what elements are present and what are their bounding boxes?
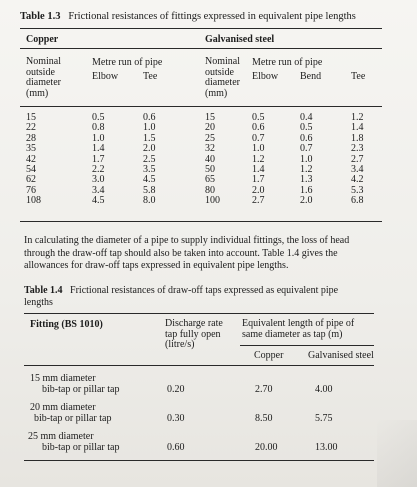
copper-nominal-column: [26, 113, 41, 207]
copper-cell: 20.00: [255, 442, 278, 453]
table-cell: 15: [26, 112, 36, 123]
table-cell: 50: [205, 164, 215, 176]
fitting-line1: 20 mm diameter: [30, 402, 96, 413]
table-cell: 76: [26, 184, 36, 196]
galvanised-cell: 13.00: [315, 442, 338, 453]
table-cell: 0.6: [143, 112, 156, 123]
table-cell: 1.0: [143, 122, 156, 134]
table-cell: 25: [205, 132, 215, 144]
fitting-line2: bib-tap or pillar tap: [42, 384, 120, 395]
copper-header: Copper: [26, 34, 59, 45]
table-cell: 40: [205, 153, 215, 165]
table-cell: 62: [26, 174, 36, 186]
rule: [20, 28, 382, 29]
galvanised-bend-header: Bend: [300, 71, 322, 82]
galvanised-elbow-header: Elbow: [252, 71, 279, 82]
galvanised-elbow-column: [252, 113, 265, 207]
copper-metre-run-header: Metre run of pipe: [92, 57, 163, 68]
galvanised-cell: 5.75: [315, 413, 333, 424]
fitting-line1: 25 mm diameter: [28, 431, 94, 442]
rule: [24, 460, 374, 461]
table-cell: 1.0: [300, 153, 313, 165]
table-cell: 2.0: [143, 143, 156, 155]
galvanised-nominal-header: Nominal outside diameter (mm): [205, 56, 240, 99]
table-cell: 1.4: [252, 164, 265, 176]
table-cell: 5.3: [351, 184, 364, 196]
galvanised-nominal-column: [205, 113, 220, 207]
copper-elbow-header: Elbow: [92, 71, 119, 82]
copper-subheader: Copper: [254, 350, 284, 361]
table-cell: 4.5: [92, 195, 105, 207]
table-cell: 2.0: [300, 195, 313, 207]
fitting-header: Fitting (BS 1010): [30, 319, 103, 330]
table-cell: 32: [205, 143, 215, 155]
table-cell: 0.5: [92, 112, 105, 123]
table-1-4-caption-number: Table 1.4: [24, 285, 63, 296]
table-row-15mm: [30, 373, 119, 395]
rule: [20, 221, 382, 222]
table-cell: 0.7: [300, 143, 313, 155]
table-cell: 42: [26, 153, 36, 165]
table-cell: 0.6: [252, 122, 265, 134]
table-cell: 3.5: [143, 164, 156, 176]
galvanised-tee-column: [351, 113, 364, 207]
table-cell: 0.5: [252, 112, 265, 123]
table-cell: 35: [26, 143, 36, 155]
table-cell: 1.0: [252, 143, 265, 155]
table-cell: 2.2: [92, 164, 105, 176]
table-1-3-caption-number: Table 1.3: [20, 11, 61, 22]
table-cell: 65: [205, 174, 215, 186]
body-paragraph: In calculating the diameter of a pipe to supply individual fittings, the loss of head through the draw-off tap should also be taken into account. Table 1.4 gives the allowances for draw-off taps expressed in equivalent pipe lengths.: [24, 235, 350, 271]
copper-cell: 2.70: [255, 384, 273, 395]
table-cell: 2.0: [252, 184, 265, 196]
table-cell: 1.3: [300, 174, 313, 186]
rule: [20, 48, 382, 49]
table-cell: 1.6: [300, 184, 313, 196]
table-1-3-caption-text: Frictional resistances of fittings expressed in equivalent pipe lengths: [68, 11, 356, 22]
rule: [24, 313, 374, 314]
galvanised-tee-header: Tee: [351, 71, 366, 82]
table-cell: 1.4: [351, 122, 364, 134]
fitting-line1: 15 mm diameter: [30, 373, 96, 384]
galvanised-bend-column: [300, 113, 313, 207]
table-cell: 54: [26, 164, 36, 176]
rule: [24, 365, 374, 366]
table-row-25mm: [28, 431, 119, 453]
fitting-line2: bib-tap or pillar tap: [42, 442, 120, 453]
copper-nominal-header: Nominal outside diameter (mm): [26, 56, 61, 99]
rate-cell: 0.20: [167, 384, 185, 395]
table-cell: 2.7: [252, 195, 265, 207]
table-cell: 4.5: [143, 174, 156, 186]
table-cell: 1.2: [252, 153, 265, 165]
table-cell: 2.5: [143, 153, 156, 165]
table-cell: 22: [26, 122, 36, 134]
table-cell: 0.7: [252, 132, 265, 144]
table-1-4-caption: [24, 285, 338, 296]
table-cell: 1.8: [351, 132, 364, 144]
table-cell: 3.4: [92, 184, 105, 196]
galvanised-cell: 4.00: [315, 384, 333, 395]
rule: [240, 345, 374, 346]
table-cell: 15: [205, 112, 215, 123]
table-cell: 3.0: [92, 174, 105, 186]
copper-tee-column: [143, 113, 156, 207]
table-cell: 0.4: [300, 112, 313, 123]
galvanised-subheader: Galvanised steel: [308, 350, 374, 361]
table-cell: 28: [26, 132, 36, 144]
table-row-20mm: [30, 402, 111, 424]
table-cell: 6.8: [351, 195, 364, 207]
galvanised-header: Galvanised steel: [205, 34, 275, 45]
table-1-4-caption-line1: Frictional resistances of draw-off taps expressed as equivalent pipe: [70, 285, 339, 296]
table-cell: 100: [205, 195, 220, 207]
discharge-rate-header: Discharge rate tap fully open (litre/s): [165, 318, 223, 350]
table-cell: 3.4: [351, 164, 364, 176]
table-cell: 1.7: [252, 174, 265, 186]
table-cell: 1.2: [300, 164, 313, 176]
table-1-3-caption: [20, 11, 356, 22]
galvanised-metre-run-header: Metre run of pipe: [252, 57, 323, 68]
table-cell: 108: [26, 195, 41, 207]
rate-cell: 0.60: [167, 442, 185, 453]
copper-tee-header: Tee: [143, 71, 158, 82]
table-cell: 80: [205, 184, 215, 196]
table-cell: 8.0: [143, 195, 156, 207]
table-cell: 4.2: [351, 174, 364, 186]
copper-cell: 8.50: [255, 413, 273, 424]
table-cell: 0.8: [92, 122, 105, 134]
page-shadow: [377, 420, 417, 487]
table-cell: 1.5: [143, 132, 156, 144]
table-cell: 1.0: [92, 132, 105, 144]
table-cell: 1.7: [92, 153, 105, 165]
table-cell: 20: [205, 122, 215, 134]
rate-cell: 0.30: [167, 413, 185, 424]
table-cell: 0.6: [300, 132, 313, 144]
rule: [20, 106, 382, 107]
table-1-4-caption-line2: lengths: [24, 297, 53, 308]
fitting-line2: bib-tap or pillar tap: [34, 413, 112, 424]
table-cell: 5.8: [143, 184, 156, 196]
table-cell: 1.4: [92, 143, 105, 155]
copper-elbow-column: [92, 113, 105, 207]
equivalent-length-header: Equivalent length of pipe of same diameter as tap (m): [242, 318, 355, 340]
table-cell: 0.5: [300, 122, 313, 134]
table-cell: 2.3: [351, 143, 364, 155]
table-cell: 1.2: [351, 112, 364, 123]
table-cell: 2.7: [351, 153, 364, 165]
